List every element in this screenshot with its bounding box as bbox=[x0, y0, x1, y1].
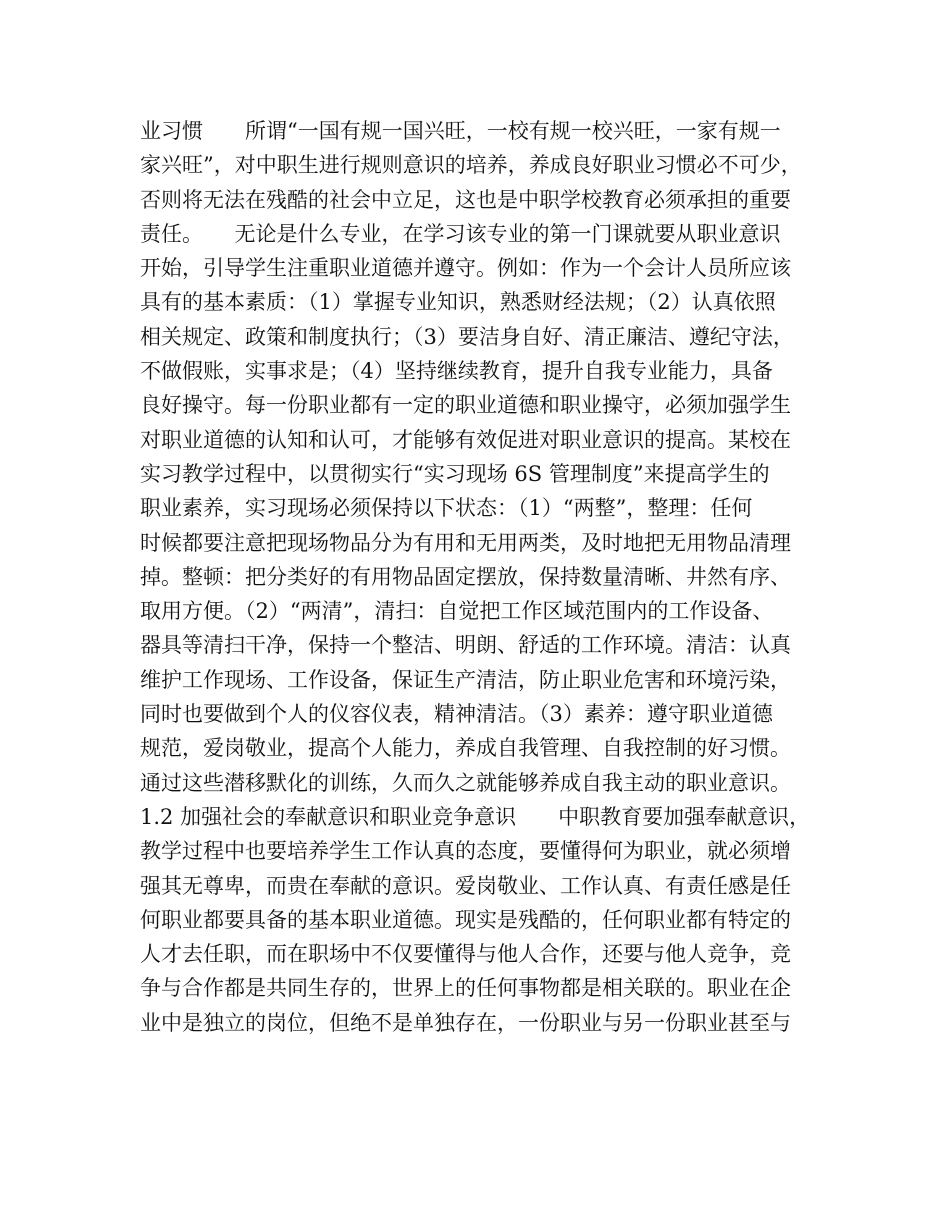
text-line: 同时也要做到个人的仪容仪表，精神清洁。（3）素养：遵守职业道德 bbox=[140, 702, 773, 727]
text-line: 维护工作现场、工作设备，保证生产清洁，防止职业危害和环境污染， bbox=[140, 667, 791, 692]
text-line: 具有的基本素质：（1）掌握专业知识，熟悉财经法规；（2）认真依照 bbox=[140, 290, 776, 315]
text-line: 业中是独立的岗位，但绝不是单独存在，一份职业与另一份职业甚至与 bbox=[140, 1010, 791, 1035]
text-line: 良好操守。每一份职业都有一定的职业道德和职业操守，必须加强学生 bbox=[140, 393, 791, 418]
body-text bbox=[140, 114, 820, 1040]
text-line: 不做假账，实事求是；（4）坚持继续教育，提升自我专业能力，具备 bbox=[140, 359, 773, 384]
text-line: 规范，爱岗敬业，提高个人能力，养成自我管理、自我控制的好习惯。 bbox=[140, 736, 791, 761]
text-line: 何职业都要具备的基本职业道德。现实是残酷的，任何职业都有特定的 bbox=[140, 907, 791, 932]
text-line: 业习惯 所谓“一国有规一国兴旺，一校有规一校兴旺，一家有规一 bbox=[140, 119, 781, 143]
text-line: 通过这些潜移默化的训练，久而久之就能够养成自我主动的职业意识。 bbox=[140, 770, 791, 795]
text-line: 开始，引导学生注重职业道德并遵守。例如：作为一个会计人员所应该 bbox=[140, 256, 791, 281]
text-line: 职业素养，实习现场必须保持以下状态：（1）“两整”，整理：任何 bbox=[140, 496, 753, 521]
text-line: 时候都要注意把现场物品分为有用和无用两类，及时地把无用物品清理 bbox=[140, 530, 791, 555]
text-line: 否则将无法在残酷的社会中立足，这也是中职学校教育必须承担的重要 bbox=[140, 187, 791, 212]
text-line: 相关规定、政策和制度执行；（3）要洁身自好、清正廉洁、遵纪守法， bbox=[140, 324, 794, 349]
text-line: 对职业道德的认知和认可，才能够有效促进对职业意识的提高。某校在 bbox=[140, 427, 791, 452]
text-line: 强其无尊卑，而贵在奉献的意识。爱岗敬业、工作认真、有责任感是任 bbox=[140, 873, 791, 898]
text-line: 家兴旺”，对中职生进行规则意识的培养，养成良好职业习惯必不可少， bbox=[140, 153, 802, 178]
text-line: 取用方便。（2）“两清”，清扫：自觉把工作区域范围内的工作设备、 bbox=[140, 599, 774, 624]
text-line: 器具等清扫干净，保持一个整洁、明朗、舒适的工作环境。清洁：认真 bbox=[140, 633, 791, 658]
text-line: 争与合作都是共同生存的，世界上的任何事物都是相关联的。职业在企 bbox=[140, 976, 791, 1001]
text-line: 掉。整顿：把分类好的有用物品固定摆放，保持数量清晰、井然有序、 bbox=[140, 564, 791, 589]
text-line: 实习教学过程中，以贯彻实行“实习现场 6S 管理制度”来提高学生的 bbox=[140, 461, 770, 486]
text-line: 人才去任职，而在职场中不仅要懂得与他人合作，还要与他人竞争，竞 bbox=[140, 942, 791, 967]
text-line: 1.2 加强社会的奉献意识和职业竞争意识 中职教育要加强奉献意识， bbox=[140, 804, 811, 829]
text-line: 责任。 无论是什么专业，在学习该专业的第一门课就要从职业意识 bbox=[140, 221, 781, 246]
text-line: 教学过程中也要培养学生工作认真的态度，要懂得何为职业，就必须增 bbox=[140, 839, 791, 864]
